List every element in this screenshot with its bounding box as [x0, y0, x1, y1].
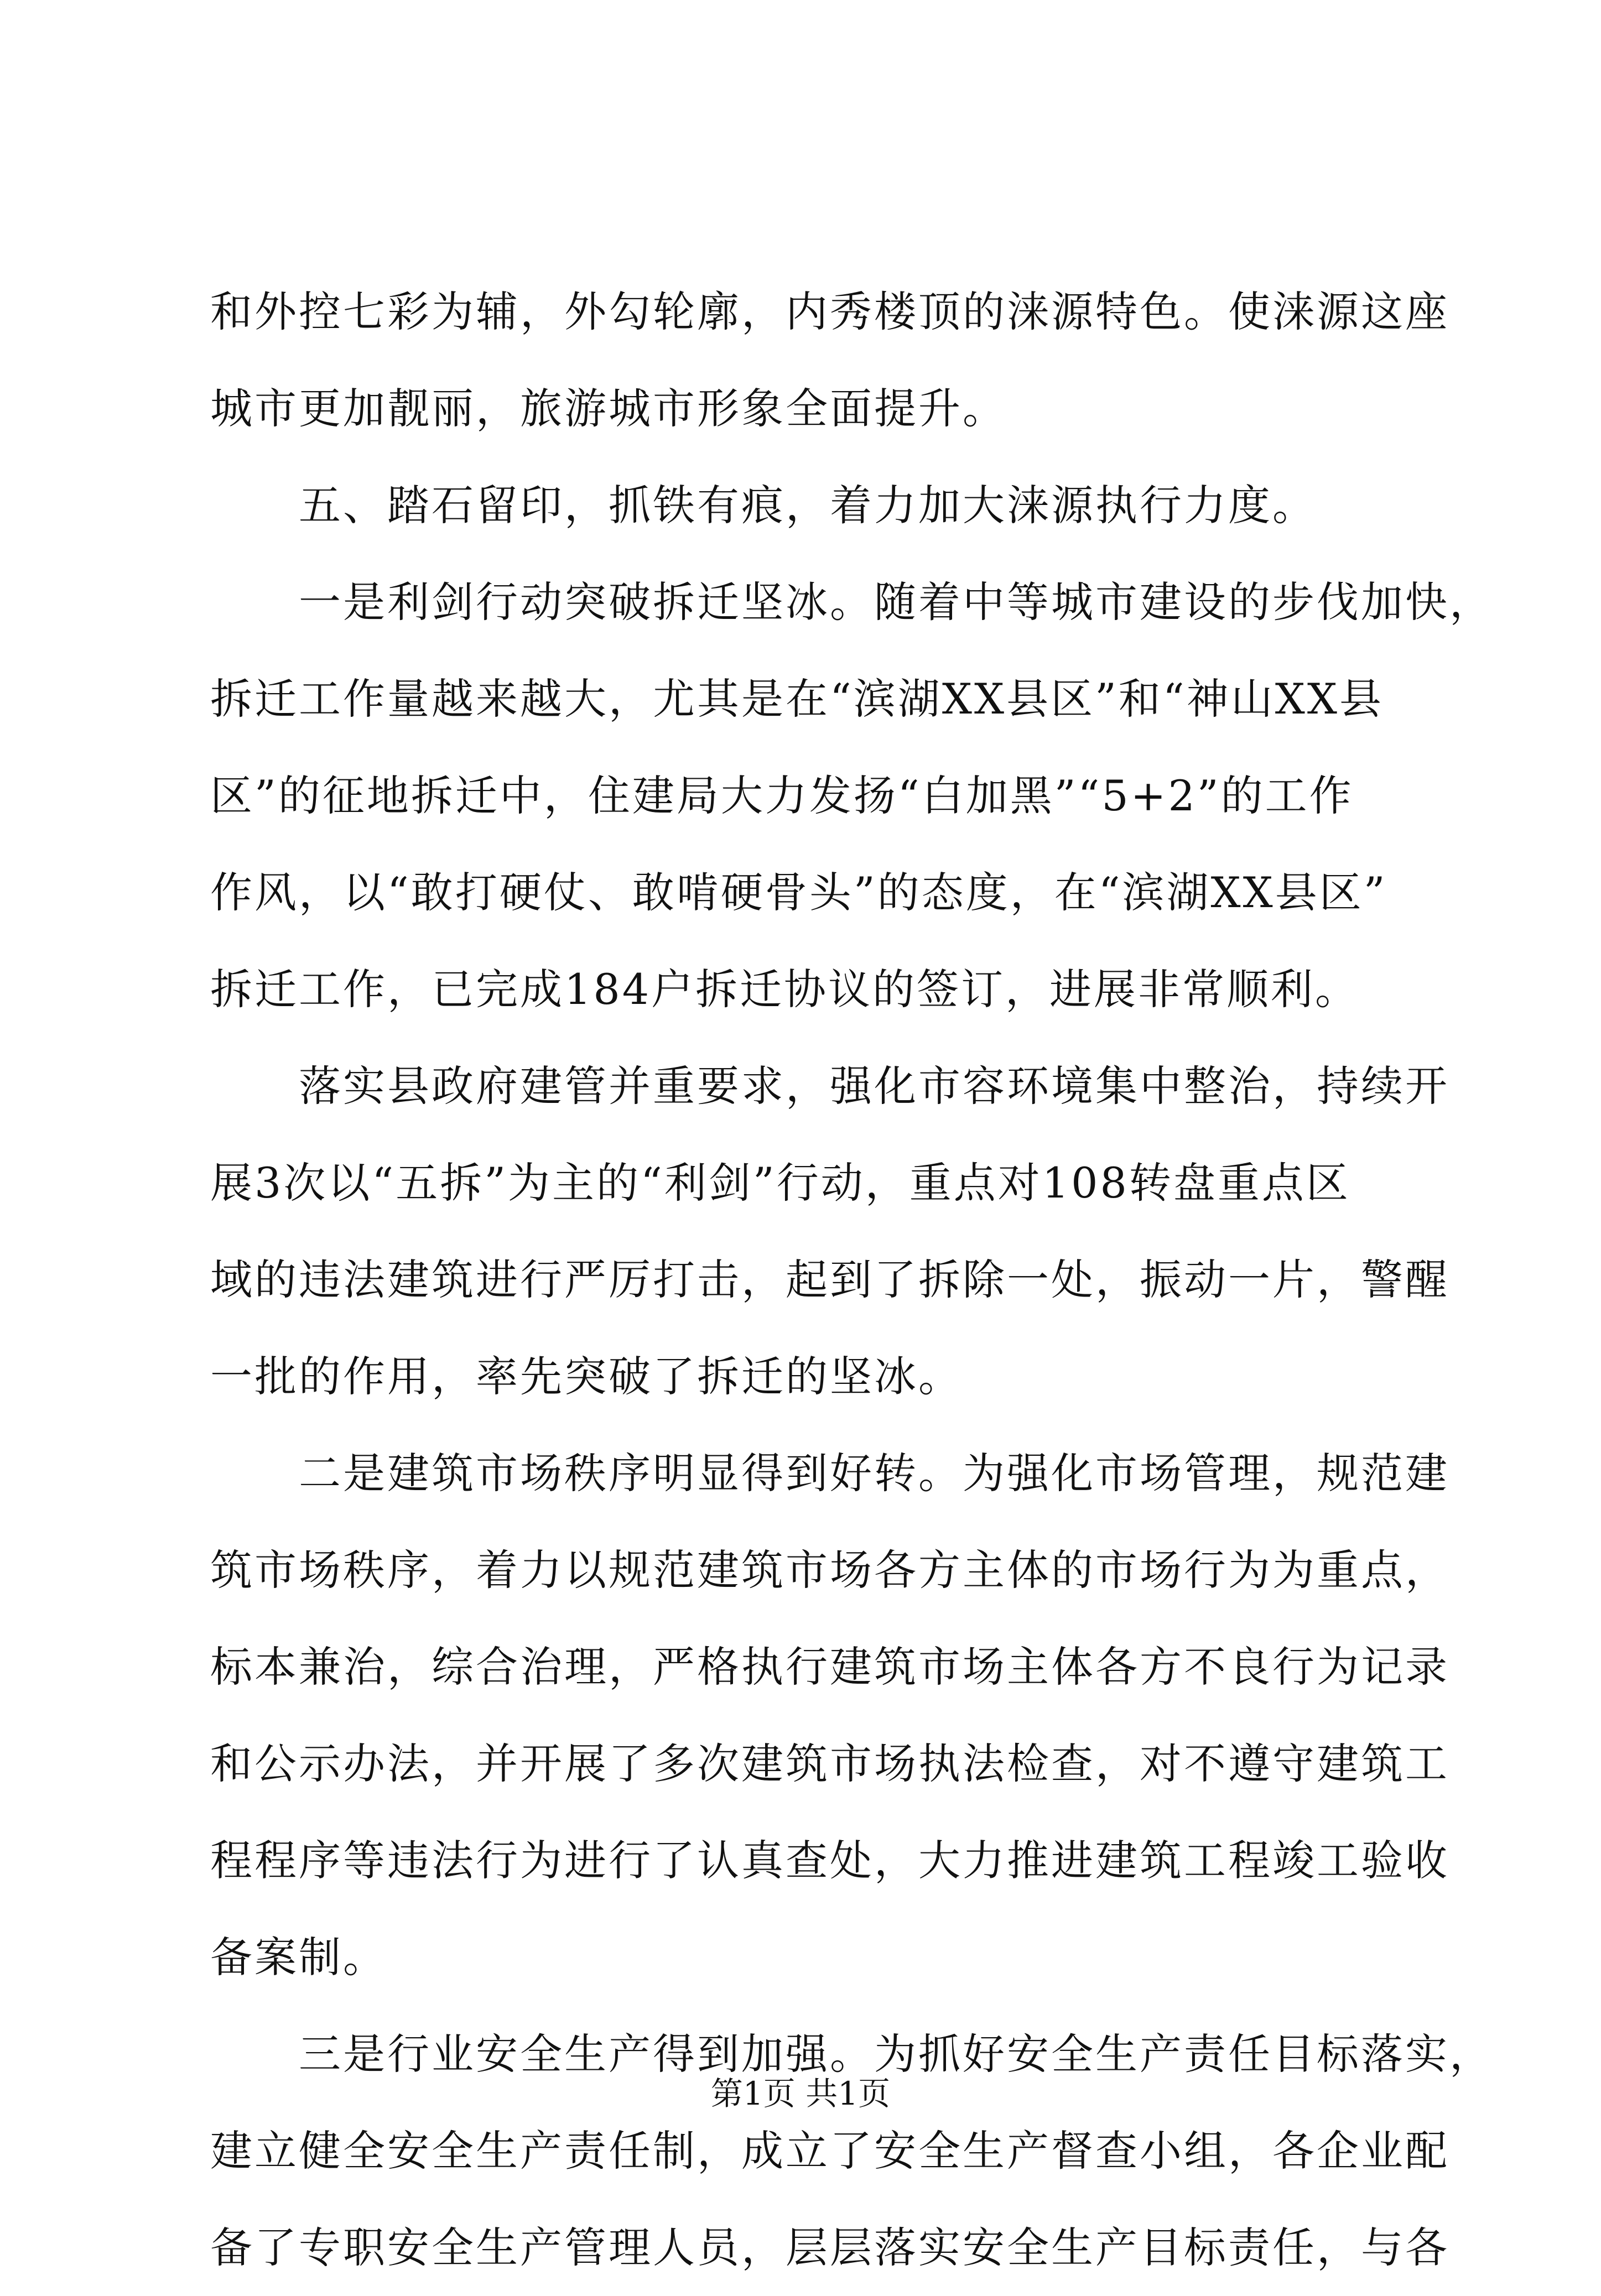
text-line: 二是建筑市场秩序明显得到好转。为强化市场管理，规范建: [210, 1449, 1449, 1498]
text-line: 三是行业安全生产得到加强。为抓好安全生产责任目标落实，: [210, 2029, 1494, 2079]
text-line: 一批的作用，率先突破了拆迁的坚冰。: [210, 1352, 963, 1401]
text-line: 域的违法建筑进行严厉打击，起到了拆除一处，振动一片，警醒: [210, 1255, 1449, 1304]
page-footer: 第1页 共1页: [710, 2075, 891, 2112]
text-line: 备了专职安全生产管理人员，层层落实安全生产目标责任，与各: [210, 2223, 1449, 2272]
text-line: 筑市场秩序，着力以规范建筑市场各方主体的市场行为为重点，: [210, 1545, 1449, 1595]
body-text: [210, 263, 1494, 2296]
text-line: 拆迁工作，已完成184户拆迁协议的签订，进展非常顺利。: [210, 965, 1360, 1014]
text-line: 和公示办法，并开展了多次建筑市场执法检查，对不遵守建筑工: [210, 1739, 1449, 1788]
text-line: 建立健全安全生产责任制，成立了安全生产督查小组，各企业配: [210, 2126, 1449, 2175]
text-line: 标本兼治，综合治理，严格执行建筑市场主体各方不良行为记录: [210, 1642, 1449, 1691]
text-line: 程程序等违法行为进行了认真查处，大力推进建筑工程竣工验收: [210, 1836, 1449, 1885]
text-line: 备案制。: [210, 1933, 387, 1982]
text-line: 区”的征地拆迁中，住建局大力发扬“白加黑”“5+2”的工作: [210, 771, 1354, 820]
text-line: 和外控七彩为辅，外勾轮廓，内秀楼顶的涞源特色。使涞源这座: [210, 287, 1449, 336]
text-line: 拆迁工作量越来越大，尤其是在“滨湖XX县区”和“神山XX县: [210, 674, 1384, 723]
text-line: 展3次以“五拆”为主的“利剑”行动，重点对108转盘重点区: [210, 1158, 1350, 1207]
text-line: 作风，以“敢打硬仗、敢啃硬骨头”的态度，在“滨湖XX县区”: [210, 868, 1387, 917]
text-line: 城市更加靓丽，旅游城市形象全面提升。: [210, 384, 1007, 433]
text-line: 落实县政府建管并重要求，强化市容环境集中整治，持续开: [210, 1061, 1449, 1111]
section-heading: 五、踏石留印，抓铁有痕，着力加大涞源执行力度。: [210, 481, 1317, 530]
text-line: 一是利剑行动突破拆迁坚冰。随着中等城市建设的步伐加快，: [210, 577, 1494, 627]
